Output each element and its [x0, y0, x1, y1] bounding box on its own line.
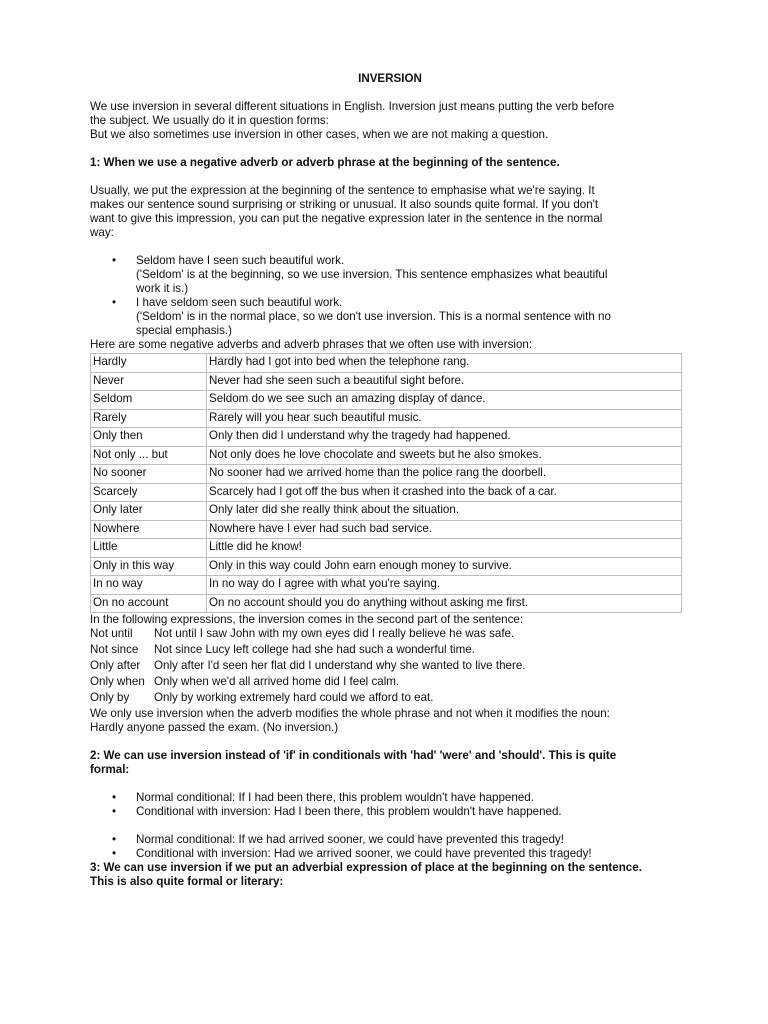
- section3-heading: [90, 861, 690, 889]
- bullet-icon: •: [112, 847, 117, 860]
- list-text: Normal conditional: If I had been there, this problem wouldn't have happened.: [136, 791, 534, 804]
- example-cell: Never had she seen such a beautiful sight before.: [207, 372, 682, 391]
- bullet-icon: •: [112, 833, 117, 846]
- para-line: Usually, we put the expression at the beginning of the sentence to emphasise what we're saying. It: [90, 184, 595, 197]
- expression-example: Not until I saw John with my own eyes did I really believe he was safe.: [154, 627, 515, 640]
- example-note: special emphasis.): [136, 324, 233, 337]
- expression-label: Only when: [90, 675, 145, 688]
- table-row: [91, 428, 682, 447]
- bullet-icon: •: [112, 254, 117, 267]
- heading-line: 2: We can use inversion instead of 'if' in conditionals with 'had' 'were' and 'should'. This is quite: [90, 749, 617, 762]
- table-row: [91, 409, 682, 428]
- example-sentence: I have seldom seen such beautiful work.: [136, 296, 343, 309]
- intro-line: the subject. We usually do it in question forms:: [90, 114, 329, 127]
- adverb-cell: Only in this way: [91, 557, 207, 576]
- table-row: [91, 465, 682, 484]
- example-note: work it is.): [136, 282, 189, 295]
- adverb-cell: In no way: [91, 576, 207, 595]
- table-row: [91, 391, 682, 410]
- list-item: [90, 833, 690, 847]
- expression-example: Only after I'd seen her flat did I understand why she wanted to live there.: [154, 659, 526, 672]
- list-text: Conditional with inversion: Had we arrived sooner, we could have prevented this tragedy!: [136, 847, 592, 860]
- outro-line: Hardly anyone passed the exam. (No inversion.): [90, 721, 339, 734]
- expression-label: Not until: [90, 627, 133, 640]
- para-line: way:: [90, 226, 114, 239]
- expression-row: [90, 627, 690, 643]
- list-item: [90, 805, 690, 819]
- heading-line: This is also quite formal or literary:: [90, 875, 284, 888]
- example-cell: Only in this way could John earn enough money to survive.: [207, 557, 682, 576]
- example-cell: Seldom do we see such an amazing display of dance.: [207, 391, 682, 410]
- list-item: [90, 847, 690, 861]
- example-cell: No sooner had we arrived home than the police rang the doorbell.: [207, 465, 682, 484]
- list-item: [90, 791, 690, 805]
- adverb-cell: Seldom: [91, 391, 207, 410]
- conditional-list-2: [90, 833, 690, 861]
- intro-line: We use inversion in several different situations in English. Inversion just means putting the verb before: [90, 100, 615, 113]
- example-cell: Scarcely had I got off the bus when it crashed into the back of a car.: [207, 483, 682, 502]
- outro-line: We only use inversion when the adverb modifies the whole phrase and not when it modifies the noun:: [90, 707, 610, 720]
- example-cell: On no account should you do anything without asking me first.: [207, 594, 682, 613]
- list-item: [90, 254, 690, 296]
- para-line: makes our sentence sound surprising or striking or unusual. It also sounds quite formal. If you don't: [90, 198, 599, 211]
- list-text: Conditional with inversion: Had I been there, this problem wouldn't have happened.: [136, 805, 562, 818]
- example-note: ('Seldom' is at the beginning, so we use inversion. This sentence emphasizes what beautiful: [136, 268, 608, 281]
- adverb-cell: Only then: [91, 428, 207, 447]
- bullet-icon: •: [112, 805, 117, 818]
- example-cell: Little did he know!: [207, 539, 682, 558]
- expression-label: Only after: [90, 659, 141, 672]
- heading-line: formal:: [90, 763, 130, 776]
- expression-example: Not since Lucy left college had she had such a wonderful time.: [154, 643, 475, 656]
- example-note: ('Seldom' is in the normal place, so we don't use inversion. This is a normal sentence with no: [136, 310, 611, 323]
- example-cell: Only later did she really think about the situation.: [207, 502, 682, 521]
- document-title: INVERSION: [358, 72, 422, 85]
- table-row: [91, 594, 682, 613]
- example-cell: Only then did I understand why the tragedy had happened.: [207, 428, 682, 447]
- table-row: [91, 557, 682, 576]
- section1-paragraph: [90, 184, 690, 240]
- example-cell: In no way do I agree with what you're saying.: [207, 576, 682, 595]
- section1-heading: 1: When we use a negative adverb or adverb phrase at the beginning of the sentence.: [90, 156, 560, 169]
- expression-row: [90, 675, 690, 691]
- intro-line: But we also sometimes use inversion in other cases, when we are not making a question.: [90, 128, 549, 141]
- table-row: [91, 446, 682, 465]
- table-row: [91, 576, 682, 595]
- adverb-cell: Never: [91, 372, 207, 391]
- expression-row: [90, 643, 690, 659]
- expression-example: Only by working extremely hard could we afford to eat.: [154, 691, 434, 704]
- example-cell: Rarely will you hear such beautiful music.: [207, 409, 682, 428]
- bullet-icon: •: [112, 791, 117, 804]
- table-row: [91, 502, 682, 521]
- table-row: [91, 483, 682, 502]
- example-cell: Not only does he love chocolate and sweets but he also smokes.: [207, 446, 682, 465]
- intro-paragraph: [90, 100, 690, 142]
- table-row: [91, 539, 682, 558]
- adverb-cell: Little: [91, 539, 207, 558]
- heading-line: 3: We can use inversion if we put an adverbial expression of place at the beginning on the sentence.: [90, 861, 642, 874]
- list-item: [90, 296, 690, 338]
- expression-row: [90, 659, 690, 675]
- adverb-cell: Nowhere: [91, 520, 207, 539]
- table-row: [91, 354, 682, 373]
- example-sentence: Seldom have I seen such beautiful work.: [136, 254, 345, 267]
- bullet-icon: •: [112, 296, 117, 309]
- expression-label: Only by: [90, 691, 130, 704]
- adverb-cell: Rarely: [91, 409, 207, 428]
- adverb-cell: No sooner: [91, 465, 207, 484]
- adverb-table: [90, 353, 682, 613]
- adverb-cell: Hardly: [91, 354, 207, 373]
- table-row: [91, 372, 682, 391]
- table-intro: Here are some negative adverbs and adverb phrases that we often use with inversion:: [90, 338, 533, 351]
- expression-example: Only when we'd all arrived home did I feel calm.: [154, 675, 400, 688]
- second-part-intro: In the following expressions, the inversion comes in the second part of the sentence:: [90, 613, 524, 626]
- section2-heading: [90, 749, 690, 777]
- table-row: [91, 520, 682, 539]
- conditional-list-1: [90, 791, 690, 819]
- adverb-cell: Not only ... but: [91, 446, 207, 465]
- example-list: [90, 254, 690, 338]
- example-cell: Nowhere have I ever had such bad service.: [207, 520, 682, 539]
- document-page: [90, 72, 690, 889]
- adverb-cell: Scarcely: [91, 483, 207, 502]
- adverb-cell: Only later: [91, 502, 207, 521]
- expression-label: Not since: [90, 643, 139, 656]
- expression-list: [90, 627, 690, 707]
- expression-row: [90, 691, 690, 707]
- example-cell: Hardly had I got into bed when the telephone rang.: [207, 354, 682, 373]
- adverb-cell: On no account: [91, 594, 207, 613]
- para-line: want to give this impression, you can put the negative expression later in the sentence in the normal: [90, 212, 603, 225]
- list-text: Normal conditional: If we had arrived sooner, we could have prevented this tragedy!: [136, 833, 564, 846]
